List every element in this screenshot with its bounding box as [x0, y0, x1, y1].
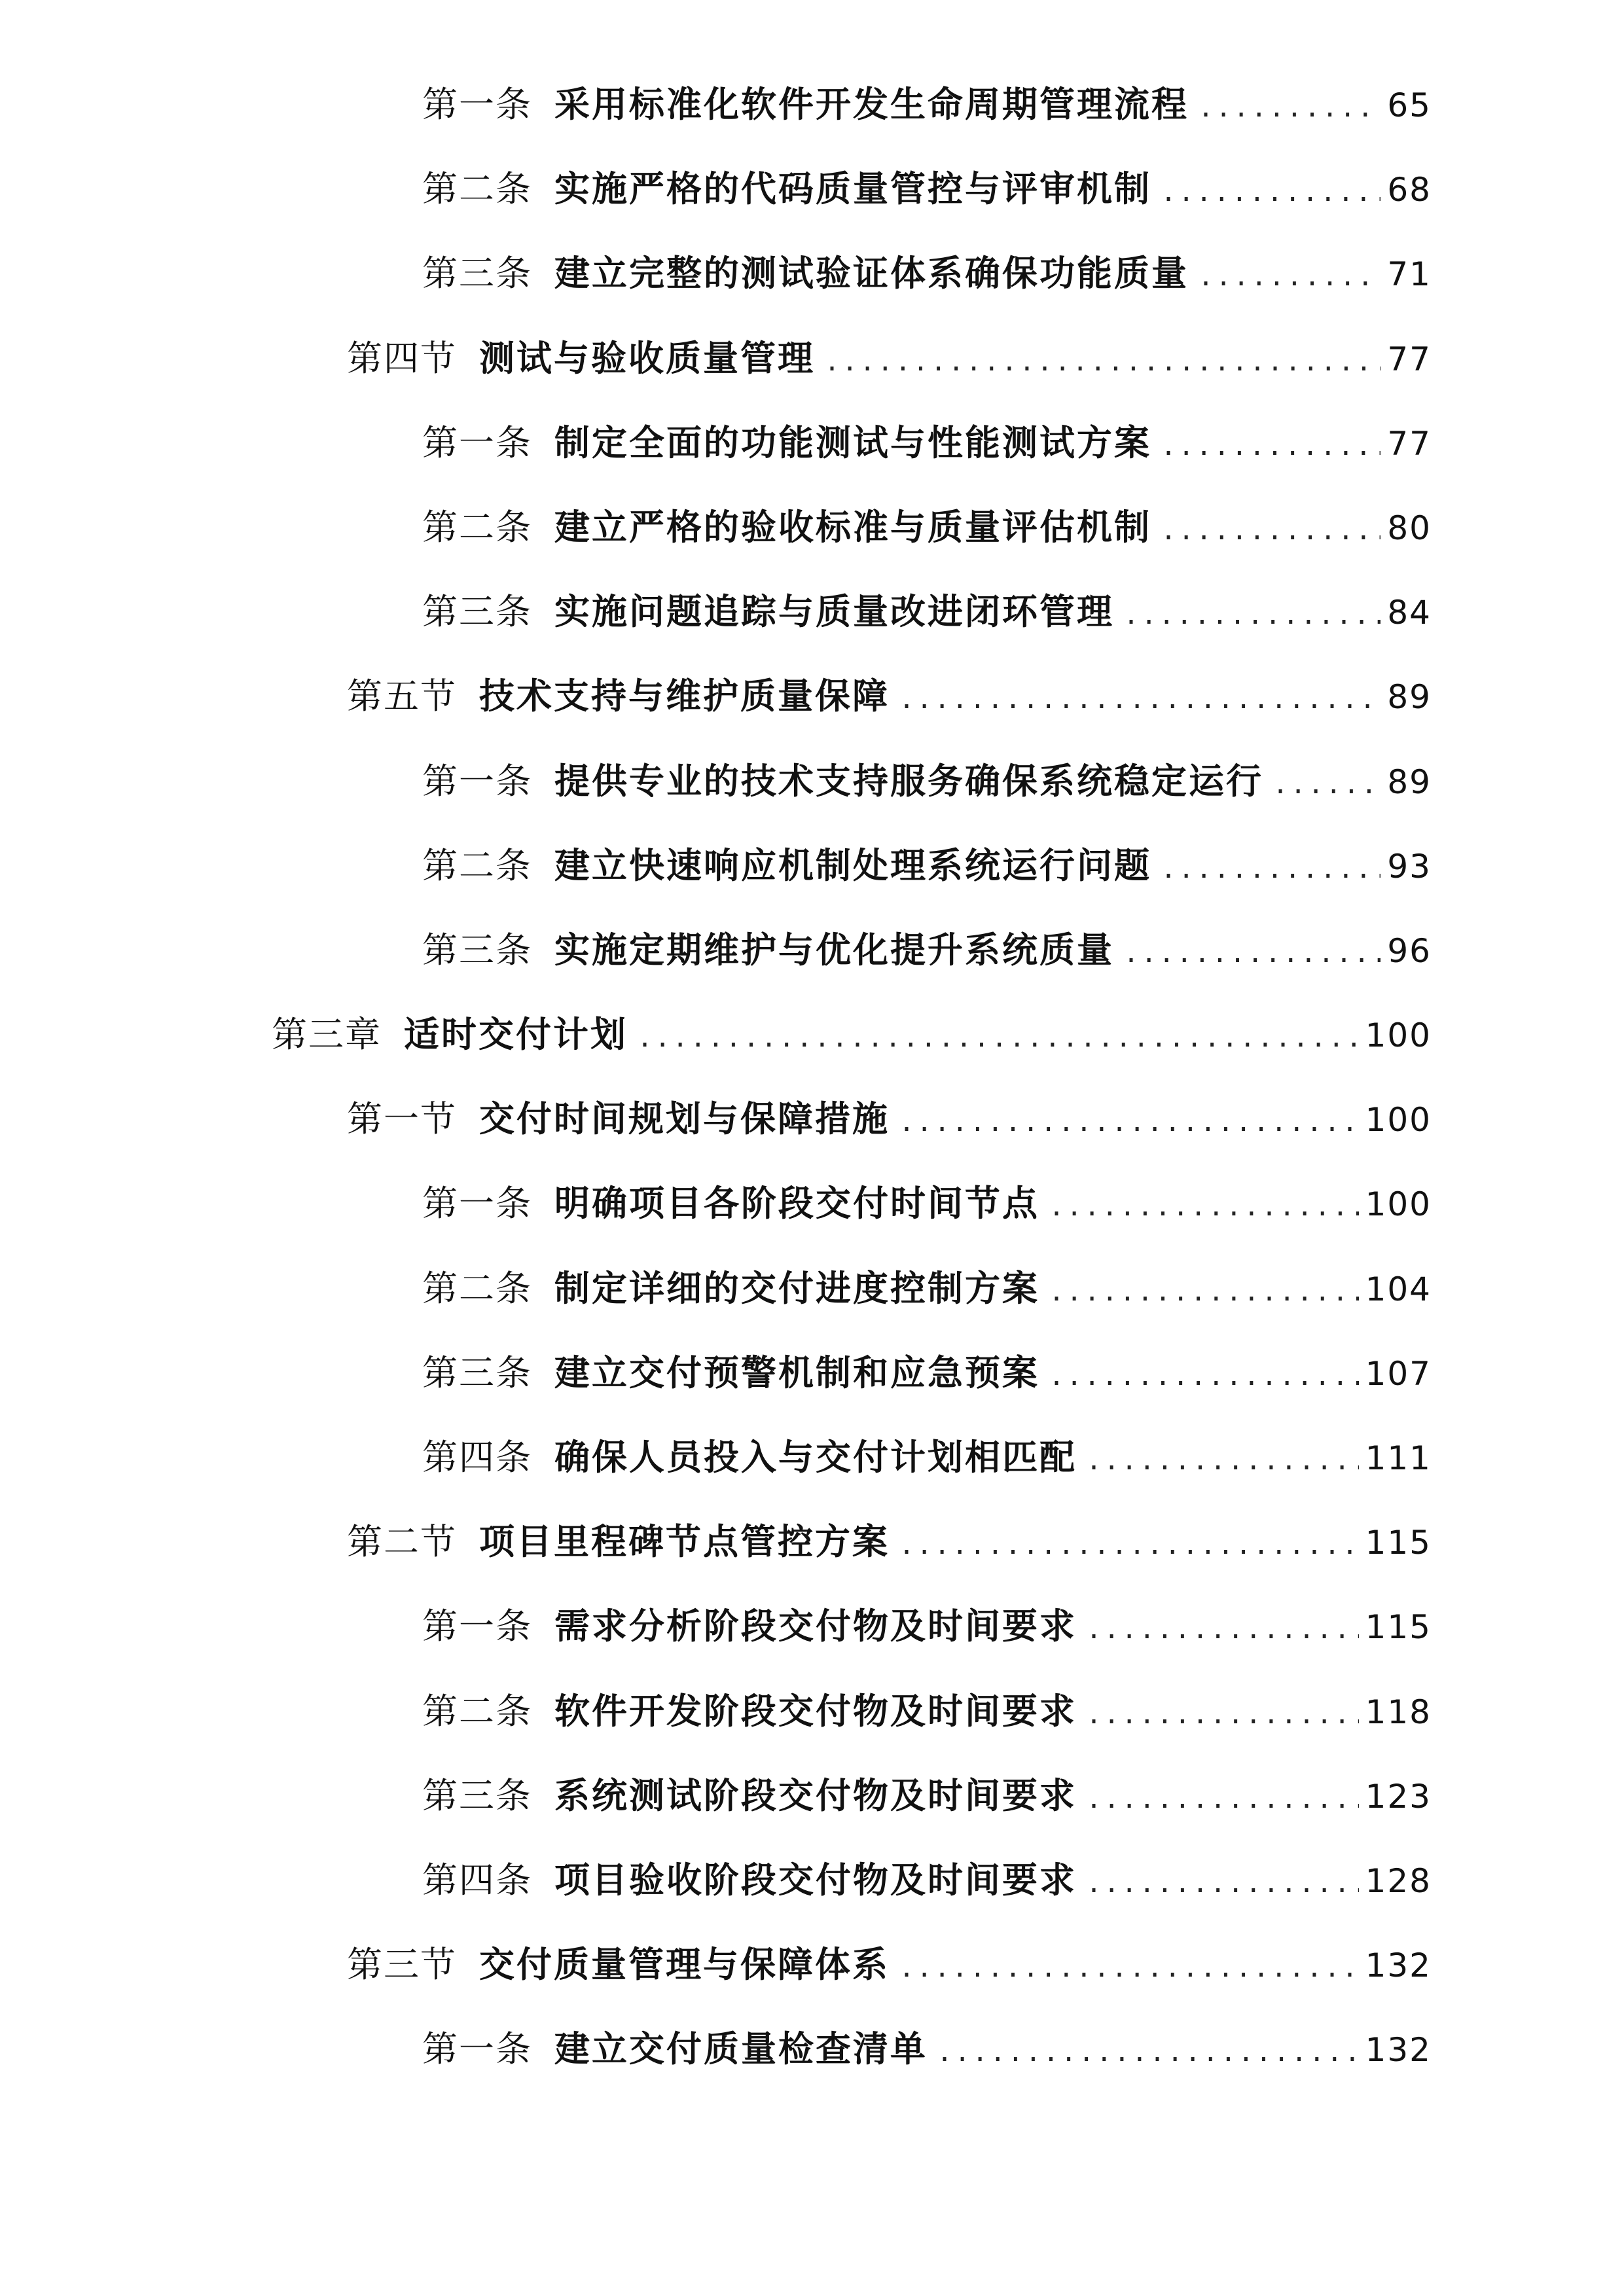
toc-entry[interactable]	[422, 231, 1624, 315]
toc-entry-page: 89	[1387, 762, 1432, 801]
dot-leader	[1086, 1673, 1359, 1757]
dot-leader	[1123, 573, 1380, 658]
toc-entry[interactable]	[347, 1499, 1624, 1584]
toc-entry[interactable]	[347, 1922, 1624, 2007]
toc-entry-page: 100	[1365, 1185, 1432, 1224]
toc-entry-page: 71	[1387, 255, 1432, 294]
toc-entry-label: 第一条	[422, 84, 532, 125]
toc-entry-label: 第三节	[347, 1944, 457, 1986]
toc-entry-label: 第二条	[422, 506, 532, 548]
dot-leader	[1123, 912, 1380, 996]
toc-entry[interactable]	[422, 147, 1624, 231]
toc-entry-label: 第一条	[422, 422, 532, 463]
toc-entry-title: 实施定期维护与优化提升系统质量	[554, 928, 1114, 971]
toc-entry[interactable]	[422, 739, 1624, 823]
toc-entry[interactable]	[422, 401, 1624, 485]
dot-leader	[937, 2011, 1359, 2095]
toc-entry-title: 明确项目各阶段交付时间节点	[554, 1182, 1039, 1225]
toc-entry-title: 采用标准化软件开发生命周期管理流程	[554, 83, 1189, 125]
toc-entry-label: 第三条	[422, 591, 532, 633]
dot-leader	[1161, 404, 1380, 489]
table-of-contents	[0, 62, 1624, 2092]
toc-entry-title: 技术支持与维护质量保障	[479, 675, 890, 717]
toc-entry-page: 128	[1365, 1861, 1432, 1900]
toc-entry-title: 测试与验收质量管理	[479, 336, 815, 379]
toc-entry-page: 68	[1387, 171, 1432, 209]
toc-entry-title: 建立严格的验收标准与质量评估机制	[554, 505, 1151, 548]
toc-entry[interactable]	[347, 1077, 1624, 1161]
toc-entry[interactable]	[422, 1331, 1624, 1415]
toc-entry[interactable]	[422, 1753, 1624, 1838]
toc-entry-title: 建立快速响应机制处理系统运行问题	[554, 844, 1151, 886]
toc-entry-label: 第五节	[347, 675, 457, 717]
toc-entry-label: 第三条	[422, 1774, 532, 1816]
toc-entry-page: 93	[1387, 847, 1432, 886]
toc-entry-label: 第四条	[422, 1859, 532, 1901]
toc-entry-title: 建立完整的测试验证体系确保功能质量	[554, 252, 1189, 295]
toc-entry-page: 65	[1387, 86, 1432, 124]
toc-entry-title: 确保人员投入与交付计划相匹配	[554, 1436, 1077, 1478]
dot-leader	[899, 1081, 1359, 1165]
toc-entry-title: 项目里程碑节点管控方案	[479, 1520, 890, 1563]
dot-leader	[637, 996, 1359, 1081]
toc-entry-label: 第二条	[422, 168, 532, 210]
toc-entry-title: 制定详细的交付进度控制方案	[554, 1266, 1039, 1309]
toc-entry-title: 制定全面的功能测试与性能测试方案	[554, 421, 1151, 463]
toc-entry-label: 第四节	[347, 337, 457, 379]
toc-entry-label: 第三条	[422, 1352, 532, 1393]
toc-entry-page: 123	[1365, 1777, 1432, 1816]
toc-entry-page: 80	[1387, 509, 1432, 547]
toc-entry-page: 115	[1365, 1524, 1432, 1562]
toc-entry-label: 第一条	[422, 2028, 532, 2070]
dot-leader	[1049, 1250, 1359, 1335]
toc-entry-page: 107	[1365, 1354, 1432, 1393]
toc-entry-page: 132	[1365, 1946, 1432, 1985]
dot-leader	[1272, 743, 1380, 827]
toc-entry-title: 需求分析阶段交付物及时间要求	[554, 1605, 1077, 1647]
toc-entry-page: 96	[1387, 931, 1432, 970]
dot-leader	[1049, 1165, 1359, 1249]
toc-entry-title: 项目验收阶段交付物及时间要求	[554, 1858, 1077, 1901]
dot-leader	[1049, 1335, 1359, 1419]
toc-entry[interactable]	[347, 316, 1624, 401]
toc-entry[interactable]	[272, 992, 1624, 1077]
toc-entry-page: 132	[1365, 2031, 1432, 2070]
toc-entry-page: 89	[1387, 678, 1432, 717]
toc-entry-title: 系统测试阶段交付物及时间要求	[554, 1774, 1077, 1816]
toc-entry-label: 第二条	[422, 1690, 532, 1732]
dot-leader	[1198, 66, 1380, 151]
toc-entry[interactable]	[422, 1838, 1624, 1922]
toc-entry-label: 第一条	[422, 760, 532, 802]
toc-entry[interactable]	[422, 569, 1624, 654]
toc-entry-label: 第二条	[422, 844, 532, 886]
toc-entry[interactable]	[422, 908, 1624, 992]
toc-entry-label: 第三条	[422, 253, 532, 295]
toc-entry-title: 交付质量管理与保障体系	[479, 1943, 890, 1986]
dot-leader	[824, 320, 1380, 404]
toc-entry-page: 77	[1387, 340, 1432, 378]
toc-entry-page: 115	[1365, 1608, 1432, 1647]
toc-entry-label: 第二节	[347, 1521, 457, 1563]
toc-entry-label: 第一条	[422, 1183, 532, 1225]
toc-entry-title: 提供专业的技术支持服务确保系统稳定运行	[554, 759, 1263, 802]
toc-entry-page: 100	[1365, 1016, 1432, 1055]
dot-leader	[1086, 1757, 1359, 1842]
toc-entry-page: 84	[1387, 594, 1432, 632]
toc-entry-title: 实施严格的代码质量管控与评审机制	[554, 168, 1151, 210]
toc-entry-page: 104	[1365, 1270, 1432, 1308]
toc-entry[interactable]	[422, 62, 1624, 147]
toc-entry-label: 第一条	[422, 1605, 532, 1647]
toc-entry[interactable]	[422, 823, 1624, 908]
dot-leader	[1198, 235, 1380, 319]
dot-leader	[1161, 489, 1380, 573]
dot-leader	[1086, 1588, 1359, 1672]
toc-entry-title: 建立交付质量检查清单	[554, 2028, 928, 2070]
toc-entry-title: 软件开发阶段交付物及时间要求	[554, 1689, 1077, 1732]
toc-entry-label: 第一节	[347, 1098, 457, 1140]
toc-entry-label: 第二条	[422, 1267, 532, 1309]
toc-entry-page: 118	[1365, 1693, 1432, 1731]
dot-leader	[1086, 1419, 1359, 1503]
toc-entry-title: 建立交付预警机制和应急预案	[554, 1351, 1039, 1393]
toc-entry-page: 77	[1387, 424, 1432, 463]
toc-entry-label: 第四条	[422, 1437, 532, 1478]
dot-leader	[1086, 1842, 1359, 1926]
dot-leader	[1161, 151, 1380, 235]
toc-entry-page: 100	[1365, 1101, 1432, 1139]
toc-entry-title: 实施问题追踪与质量改进闭环管理	[554, 590, 1114, 633]
dot-leader	[899, 1503, 1359, 1588]
toc-entry[interactable]	[422, 1161, 1624, 1246]
toc-entry-label: 第三条	[422, 929, 532, 971]
toc-entry-title: 适时交付计划	[404, 1013, 628, 1056]
toc-entry[interactable]	[422, 2007, 1624, 2091]
toc-entry[interactable]	[422, 1415, 1624, 1499]
toc-entry[interactable]	[422, 485, 1624, 569]
dot-leader	[899, 658, 1380, 742]
dot-leader	[1161, 827, 1380, 912]
toc-entry-label: 第三章	[272, 1014, 382, 1056]
toc-entry[interactable]	[347, 654, 1624, 738]
toc-entry[interactable]	[422, 1669, 1624, 1753]
dot-leader	[899, 1926, 1359, 2011]
toc-entry[interactable]	[422, 1246, 1624, 1331]
toc-entry-title: 交付时间规划与保障措施	[479, 1098, 890, 1140]
toc-entry[interactable]	[422, 1584, 1624, 1668]
toc-entry-page: 111	[1365, 1439, 1432, 1477]
